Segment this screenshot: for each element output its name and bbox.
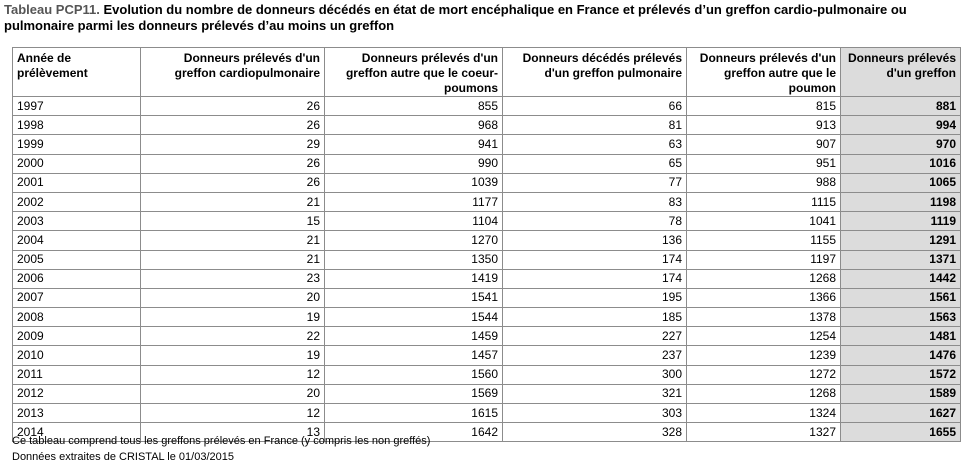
cell-other-than-lung: 815 xyxy=(687,97,841,116)
table-row xyxy=(13,250,961,269)
cell-total-graft: 1476 xyxy=(841,346,961,365)
cell-pulmonary: 185 xyxy=(503,308,687,327)
cell-year: 2007 xyxy=(13,288,141,307)
cell-other-than-lung: 988 xyxy=(687,173,841,192)
cell-cardiopulmonary: 22 xyxy=(141,327,325,346)
cell-year: 2014 xyxy=(13,423,141,442)
cell-total-graft: 994 xyxy=(841,116,961,135)
header-total-graft: Donneurs prélevés d'un greffon xyxy=(841,48,961,97)
header-other-than-heart-lungs: Donneurs prélevés d'un greffon autre que le coeur-poumons xyxy=(325,48,503,97)
cell-pulmonary: 300 xyxy=(503,365,687,384)
cell-other-than-heart-lungs: 1541 xyxy=(325,288,503,307)
cell-year: 1999 xyxy=(13,135,141,154)
cell-total-graft: 1442 xyxy=(841,269,961,288)
cell-other-than-heart-lungs: 1569 xyxy=(325,384,503,403)
table-title xyxy=(4,2,972,34)
cell-year: 2013 xyxy=(13,404,141,423)
cell-cardiopulmonary: 12 xyxy=(141,365,325,384)
table-title-prefix: Tableau PCP11. xyxy=(4,2,100,17)
cell-pulmonary: 174 xyxy=(503,250,687,269)
cell-year: 2000 xyxy=(13,154,141,173)
cell-pulmonary: 136 xyxy=(503,231,687,250)
cell-other-than-heart-lungs: 968 xyxy=(325,116,503,135)
cell-other-than-heart-lungs: 1104 xyxy=(325,212,503,231)
cell-total-graft: 1561 xyxy=(841,288,961,307)
table-row xyxy=(13,212,961,231)
cell-year: 2008 xyxy=(13,308,141,327)
table-row xyxy=(13,154,961,173)
cell-year: 2006 xyxy=(13,269,141,288)
table-row xyxy=(13,308,961,327)
cell-other-than-lung: 1115 xyxy=(687,192,841,211)
cell-other-than-lung: 913 xyxy=(687,116,841,135)
cell-year: 2010 xyxy=(13,346,141,365)
cell-total-graft: 1655 xyxy=(841,423,961,442)
cell-total-graft: 1563 xyxy=(841,308,961,327)
cell-other-than-heart-lungs: 1642 xyxy=(325,423,503,442)
cell-other-than-heart-lungs: 1177 xyxy=(325,192,503,211)
cell-other-than-lung: 1155 xyxy=(687,231,841,250)
table-row xyxy=(13,384,961,403)
table-row xyxy=(13,346,961,365)
cell-pulmonary: 78 xyxy=(503,212,687,231)
cell-other-than-heart-lungs: 1459 xyxy=(325,327,503,346)
cell-total-graft: 881 xyxy=(841,97,961,116)
cell-cardiopulmonary: 26 xyxy=(141,154,325,173)
header-other-than-lung: Donneurs prélevés d'un greffon autre que le poumon xyxy=(687,48,841,97)
footnote-scope: Ce tableau comprend tous les greffons prélevés en France (y compris les non greffés) xyxy=(12,435,431,447)
cell-total-graft: 1371 xyxy=(841,250,961,269)
cell-cardiopulmonary: 13 xyxy=(141,423,325,442)
cell-year: 1998 xyxy=(13,116,141,135)
cell-pulmonary: 227 xyxy=(503,327,687,346)
cell-cardiopulmonary: 19 xyxy=(141,308,325,327)
cell-other-than-heart-lungs: 990 xyxy=(325,154,503,173)
cell-cardiopulmonary: 21 xyxy=(141,250,325,269)
cell-year: 2009 xyxy=(13,327,141,346)
cell-total-graft: 1119 xyxy=(841,212,961,231)
table-row xyxy=(13,269,961,288)
cell-pulmonary: 195 xyxy=(503,288,687,307)
cell-cardiopulmonary: 26 xyxy=(141,116,325,135)
cell-cardiopulmonary: 29 xyxy=(141,135,325,154)
cell-year: 2001 xyxy=(13,173,141,192)
cell-pulmonary: 328 xyxy=(503,423,687,442)
cell-other-than-lung: 1268 xyxy=(687,384,841,403)
cell-total-graft: 1016 xyxy=(841,154,961,173)
cell-other-than-heart-lungs: 1350 xyxy=(325,250,503,269)
cell-other-than-heart-lungs: 1039 xyxy=(325,173,503,192)
cell-pulmonary: 237 xyxy=(503,346,687,365)
cell-other-than-lung: 1041 xyxy=(687,212,841,231)
cell-year: 2011 xyxy=(13,365,141,384)
cell-other-than-lung: 1366 xyxy=(687,288,841,307)
table-row xyxy=(13,116,961,135)
cell-total-graft: 1198 xyxy=(841,192,961,211)
cell-total-graft: 970 xyxy=(841,135,961,154)
cell-other-than-heart-lungs: 1419 xyxy=(325,269,503,288)
cell-cardiopulmonary: 26 xyxy=(141,97,325,116)
table-row xyxy=(13,97,961,116)
cell-other-than-lung: 1197 xyxy=(687,250,841,269)
header-year: Année de prélèvement xyxy=(13,48,141,97)
header-cardiopulmonary: Donneurs prélevés d'un greffon cardiopulmonaire xyxy=(141,48,325,97)
cell-other-than-lung: 1327 xyxy=(687,423,841,442)
cell-other-than-heart-lungs: 1615 xyxy=(325,404,503,423)
cell-total-graft: 1572 xyxy=(841,365,961,384)
cell-pulmonary: 63 xyxy=(503,135,687,154)
cell-total-graft: 1291 xyxy=(841,231,961,250)
table-row xyxy=(13,404,961,423)
cell-year: 2004 xyxy=(13,231,141,250)
cell-cardiopulmonary: 19 xyxy=(141,346,325,365)
header-pulmonary: Donneurs décédés prélevés d'un greffon pulmonaire xyxy=(503,48,687,97)
cell-cardiopulmonary: 23 xyxy=(141,269,325,288)
cell-other-than-heart-lungs: 941 xyxy=(325,135,503,154)
cell-other-than-lung: 907 xyxy=(687,135,841,154)
table-row xyxy=(13,288,961,307)
cell-pulmonary: 66 xyxy=(503,97,687,116)
cell-cardiopulmonary: 21 xyxy=(141,231,325,250)
data-table xyxy=(12,47,961,442)
cell-year: 2012 xyxy=(13,384,141,403)
cell-other-than-heart-lungs: 855 xyxy=(325,97,503,116)
cell-total-graft: 1065 xyxy=(841,173,961,192)
table-row xyxy=(13,231,961,250)
cell-other-than-lung: 951 xyxy=(687,154,841,173)
cell-pulmonary: 303 xyxy=(503,404,687,423)
cell-other-than-heart-lungs: 1457 xyxy=(325,346,503,365)
table-row xyxy=(13,365,961,384)
cell-year: 1997 xyxy=(13,97,141,116)
header-row xyxy=(13,48,961,97)
cell-total-graft: 1627 xyxy=(841,404,961,423)
table-row xyxy=(13,327,961,346)
cell-year: 2003 xyxy=(13,212,141,231)
cell-cardiopulmonary: 26 xyxy=(141,173,325,192)
table-title-text: Evolution du nombre de donneurs décédés en état de mort encéphalique en France et prélevés d’un greffon cardio-pulmonaire ou pulmonaire parmi les donneurs prélevés d’au moins un greffon xyxy=(4,2,907,33)
cell-other-than-lung: 1324 xyxy=(687,404,841,423)
cell-cardiopulmonary: 12 xyxy=(141,404,325,423)
cell-pulmonary: 81 xyxy=(503,116,687,135)
cell-other-than-lung: 1268 xyxy=(687,269,841,288)
cell-cardiopulmonary: 20 xyxy=(141,288,325,307)
cell-other-than-lung: 1378 xyxy=(687,308,841,327)
cell-other-than-heart-lungs: 1560 xyxy=(325,365,503,384)
cell-other-than-lung: 1272 xyxy=(687,365,841,384)
cell-pulmonary: 65 xyxy=(503,154,687,173)
table-row xyxy=(13,192,961,211)
cell-year: 2002 xyxy=(13,192,141,211)
footnotes xyxy=(12,433,430,465)
cell-pulmonary: 77 xyxy=(503,173,687,192)
cell-other-than-lung: 1239 xyxy=(687,346,841,365)
cell-other-than-heart-lungs: 1270 xyxy=(325,231,503,250)
cell-cardiopulmonary: 15 xyxy=(141,212,325,231)
cell-total-graft: 1589 xyxy=(841,384,961,403)
cell-pulmonary: 83 xyxy=(503,192,687,211)
cell-pulmonary: 174 xyxy=(503,269,687,288)
table-row xyxy=(13,173,961,192)
cell-cardiopulmonary: 20 xyxy=(141,384,325,403)
footnote-source: Données extraites de CRISTAL le 01/03/2015 xyxy=(12,451,234,463)
cell-other-than-lung: 1254 xyxy=(687,327,841,346)
cell-total-graft: 1481 xyxy=(841,327,961,346)
cell-other-than-heart-lungs: 1544 xyxy=(325,308,503,327)
cell-pulmonary: 321 xyxy=(503,384,687,403)
cell-year: 2005 xyxy=(13,250,141,269)
cell-cardiopulmonary: 21 xyxy=(141,192,325,211)
table-row xyxy=(13,135,961,154)
